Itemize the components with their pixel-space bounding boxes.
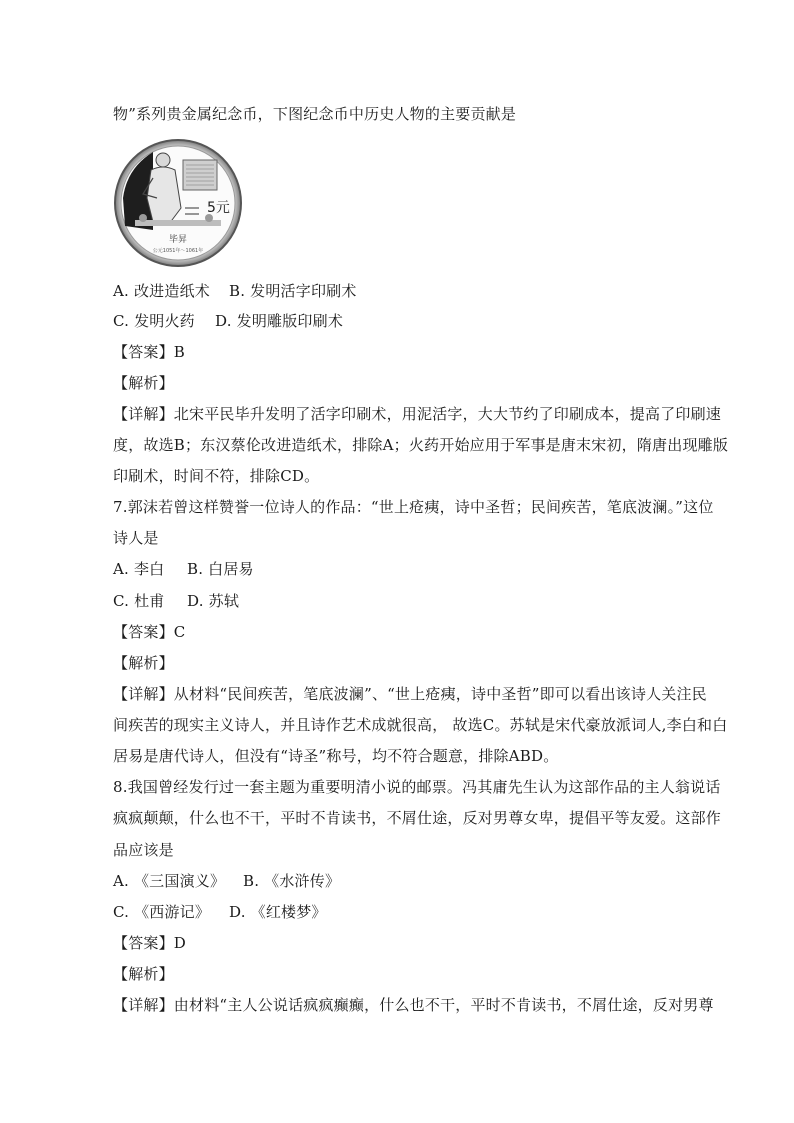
q8-analysis-label: 【解析】	[113, 965, 174, 983]
q7-stem-line: 诗人是	[113, 529, 159, 547]
q7-option-a: A. 李白	[113, 560, 165, 578]
q6-analysis-label: 【解析】	[113, 374, 174, 392]
q7-option-d: D. 苏轼	[187, 592, 240, 610]
q6-option-c: C. 发明火药	[113, 312, 195, 330]
q8-options-row1	[113, 871, 341, 891]
q7-option-c: C. 杜甫	[113, 592, 165, 610]
q8-stem-line: 品应该是	[113, 841, 174, 859]
coin-denomination: 5元	[207, 200, 230, 216]
q7-detail-line: 居易是唐代诗人，但没有“诗圣”称号，均不符合题意，排除ABD。	[113, 747, 559, 765]
q6-option-d: D. 发明雕版印刷术	[215, 312, 344, 330]
q7-analysis-label: 【解析】	[113, 654, 174, 672]
q6-detail-line: 印刷术，时间不符，排除CD。	[113, 467, 320, 485]
q7-options-row2	[113, 591, 240, 611]
q6-options-row2	[113, 311, 344, 331]
q7-detail-line: 间疾苦的现实主义诗人，并且诗作艺术成就很高， 故选C。苏轼是宋代豪放派词人,李白和白	[113, 716, 728, 734]
q8-option-b: B. 《水浒传》	[243, 872, 341, 890]
q6-option-a: A. 改进造纸术	[113, 282, 210, 300]
q6-option-b: B. 发明活字印刷术	[229, 282, 357, 300]
commemorative-coin-image	[113, 138, 243, 268]
q6-answer: 【答案】B	[113, 343, 186, 361]
q8-answer: 【答案】D	[113, 934, 187, 952]
q8-options-row2	[113, 902, 327, 922]
q6-detail-line: 【详解】北宋平民毕升发明了活字印刷术，用泥活字，大大节约了印刷成本，提高了印刷速	[113, 405, 722, 423]
q7-stem-line: 7.郭沫若曾这样赞誉一位诗人的作品：“世上疮痍，诗中圣哲；民间疾苦，笔底波澜。”这位	[113, 498, 714, 516]
q7-answer: 【答案】C	[113, 623, 186, 641]
q6-options-row1	[113, 281, 357, 301]
q7-detail-line: 【详解】从材料“民间疾苦，笔底波澜”、“世上疮痍，诗中圣哲”即可以看出该诗人关注民	[113, 685, 707, 703]
q8-stem-line: 疯疯颠颠，什么也不干，平时不肯读书，不屑仕途，反对男尊女卑，提倡平等友爱。这部作	[113, 809, 722, 827]
q8-stem-line: 8.我国曾经发行过一套主题为重要明清小说的邮票。冯其庸先生认为这部作品的主人翁说话	[113, 778, 721, 796]
q8-option-a: A. 《三国演义》	[113, 872, 226, 890]
q8-detail-line: 【详解】由材料“主人公说话疯疯癫癫，什么也不干，平时不肯读书，不屑仕途，反对男尊	[113, 996, 714, 1014]
q6-detail-line: 度，故选B；东汉蔡伦改进造纸术，排除A；火药开始应用于军事是唐末宋初，隋唐出现雕版	[113, 436, 729, 454]
coin-name: 毕昇	[168, 235, 188, 245]
q8-option-d: D. 《红楼梦》	[229, 903, 327, 921]
q6-stem: 物”系列贵金属纪念币，下图纪念币中历史人物的主要贡献是	[113, 105, 517, 123]
q7-options-row1	[113, 559, 254, 579]
q8-option-c: C. 《西游记》	[113, 903, 211, 921]
q7-option-b: B. 白居易	[187, 560, 254, 578]
coin-dates: 公元1051年～1061年	[152, 248, 204, 254]
